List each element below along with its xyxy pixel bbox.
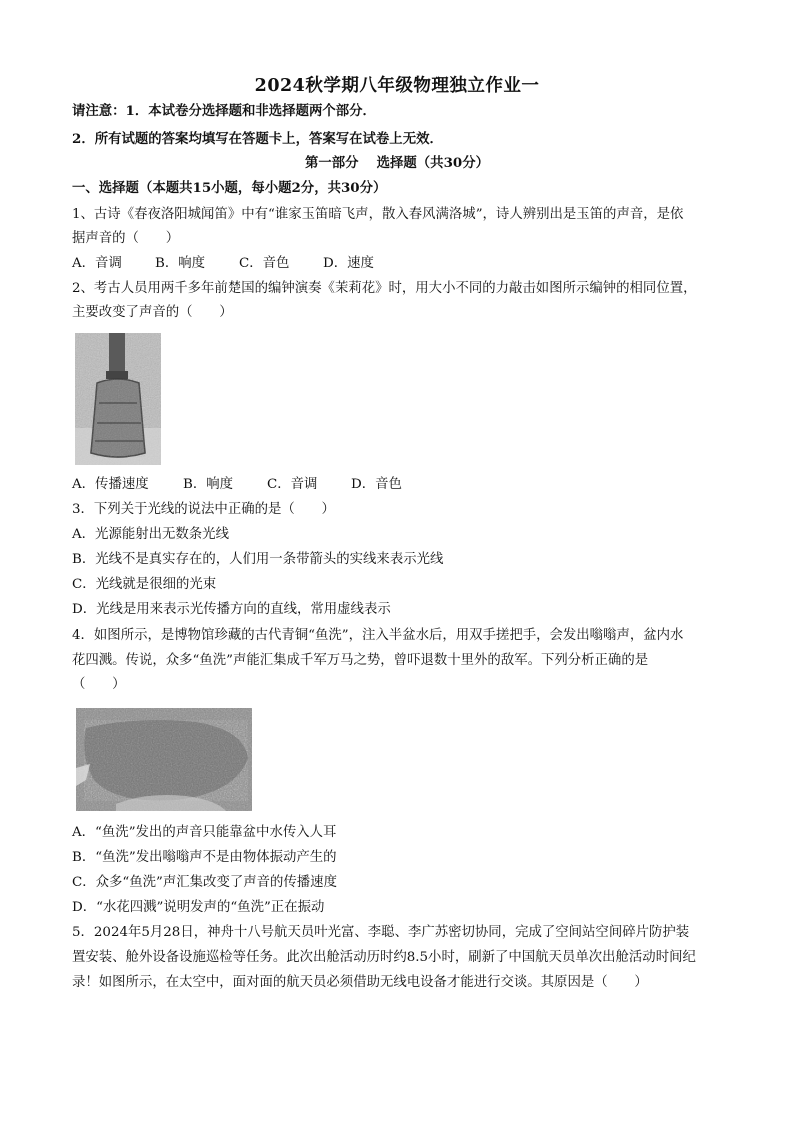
q3-stem: 3．下列关于光线的说法中正确的是（ ） <box>72 502 335 517</box>
q2-options <box>72 475 402 495</box>
q1-option-c: C．音色 <box>239 256 290 271</box>
q4-option-c: C．众多“鱼洗”声汇集改变了声音的传播速度 <box>72 875 337 890</box>
q1-option-a: A．音调 <box>72 256 122 271</box>
q1-stem-line-2: 据声音的（ ） <box>72 231 180 246</box>
q3-option-d: D．光线是用来表示光传播方向的直线，常用虚线表示 <box>72 602 391 617</box>
bell-image <box>75 333 161 465</box>
q5-stem-line-1: 5．2024年5月28日，神舟十八号航天员叶光富、李聪、李广苏密切协同，完成了空间站空间碎片防护装 <box>72 925 690 940</box>
q3-option-c: C．光线就是很细的光束 <box>72 577 217 592</box>
q2-stem-line-2: 主要改变了声音的（ ） <box>72 305 233 320</box>
q4-stem-line-3: （ ） <box>72 677 126 692</box>
q2-stem-line-1: 2、考古人员用两千多年前楚国的编钟演奏《茉莉花》时，用大小不同的力敲击如图所示编钟的相同位置， <box>72 281 697 296</box>
notice-line-2: 2．所有试题的答案均填写在答题卡上，答案写在试卷上无效． <box>72 131 443 147</box>
q1-stem-line-1: 1、古诗《春夜洛阳城闻笛》中有“谁家玉笛暗飞声，散入春风满洛城”，诗人辨别出是玉笛的声音，是依 <box>72 207 684 222</box>
q4-option-b: B．“鱼洗”发出嗡嗡声不是由物体振动产生的 <box>72 850 337 865</box>
q5-stem-line-3: 录！如图所示，在太空中，面对面的航天员必须借助无线电设备才能进行交谈。其原因是（ ） <box>72 975 648 990</box>
basin-image <box>76 708 252 811</box>
q2-option-d: D．音色 <box>351 477 402 492</box>
q2-option-a: A．传播速度 <box>72 477 149 492</box>
q4-option-d: D．“水花四溅”说明发声的“鱼洗”正在振动 <box>72 900 325 915</box>
q4-stem-line-2: 花四溅。传说，众多“鱼洗”声能汇集成千军万马之势，曾吓退数十里外的敌军。下列分析正确的是 <box>72 653 649 668</box>
q1-option-d: D．速度 <box>323 256 374 271</box>
q3-option-a: A．光源能射出无数条光线 <box>72 527 229 542</box>
q5-stem-line-2: 置安装、舱外设备设施巡检等任务。此次出舱活动历时约8.5小时，刷新了中国航天员单次出舱活动时间纪 <box>72 950 696 965</box>
q2-option-b: B．响度 <box>183 477 234 492</box>
page-title: 2024秋学期八年级物理独立作业一 <box>254 76 540 96</box>
section1-heading: 一、选择题（本题共15小题，每小题2分，共30分） <box>72 180 387 196</box>
notice-line-1: 请注意：1．本试卷分选择题和非选择题两个部分． <box>72 103 376 119</box>
q4-option-a: A．“鱼洗”发出的声音只能靠盆中水传入人耳 <box>72 825 337 840</box>
q1-option-b: B．响度 <box>155 256 206 271</box>
part1-heading: 第一部分 选择题（共30分） <box>305 155 489 171</box>
q3-option-b: B．光线不是真实存在的，人们用一条带箭头的实线来表示光线 <box>72 552 444 567</box>
q1-options <box>72 254 374 274</box>
q2-option-c: C．音调 <box>267 477 318 492</box>
q4-stem-line-1: 4．如图所示，是博物馆珍藏的古代青铜“鱼洗”，注入半盆水后，用双手搓把手，会发出嗡嗡声，盆内水 <box>72 628 684 643</box>
